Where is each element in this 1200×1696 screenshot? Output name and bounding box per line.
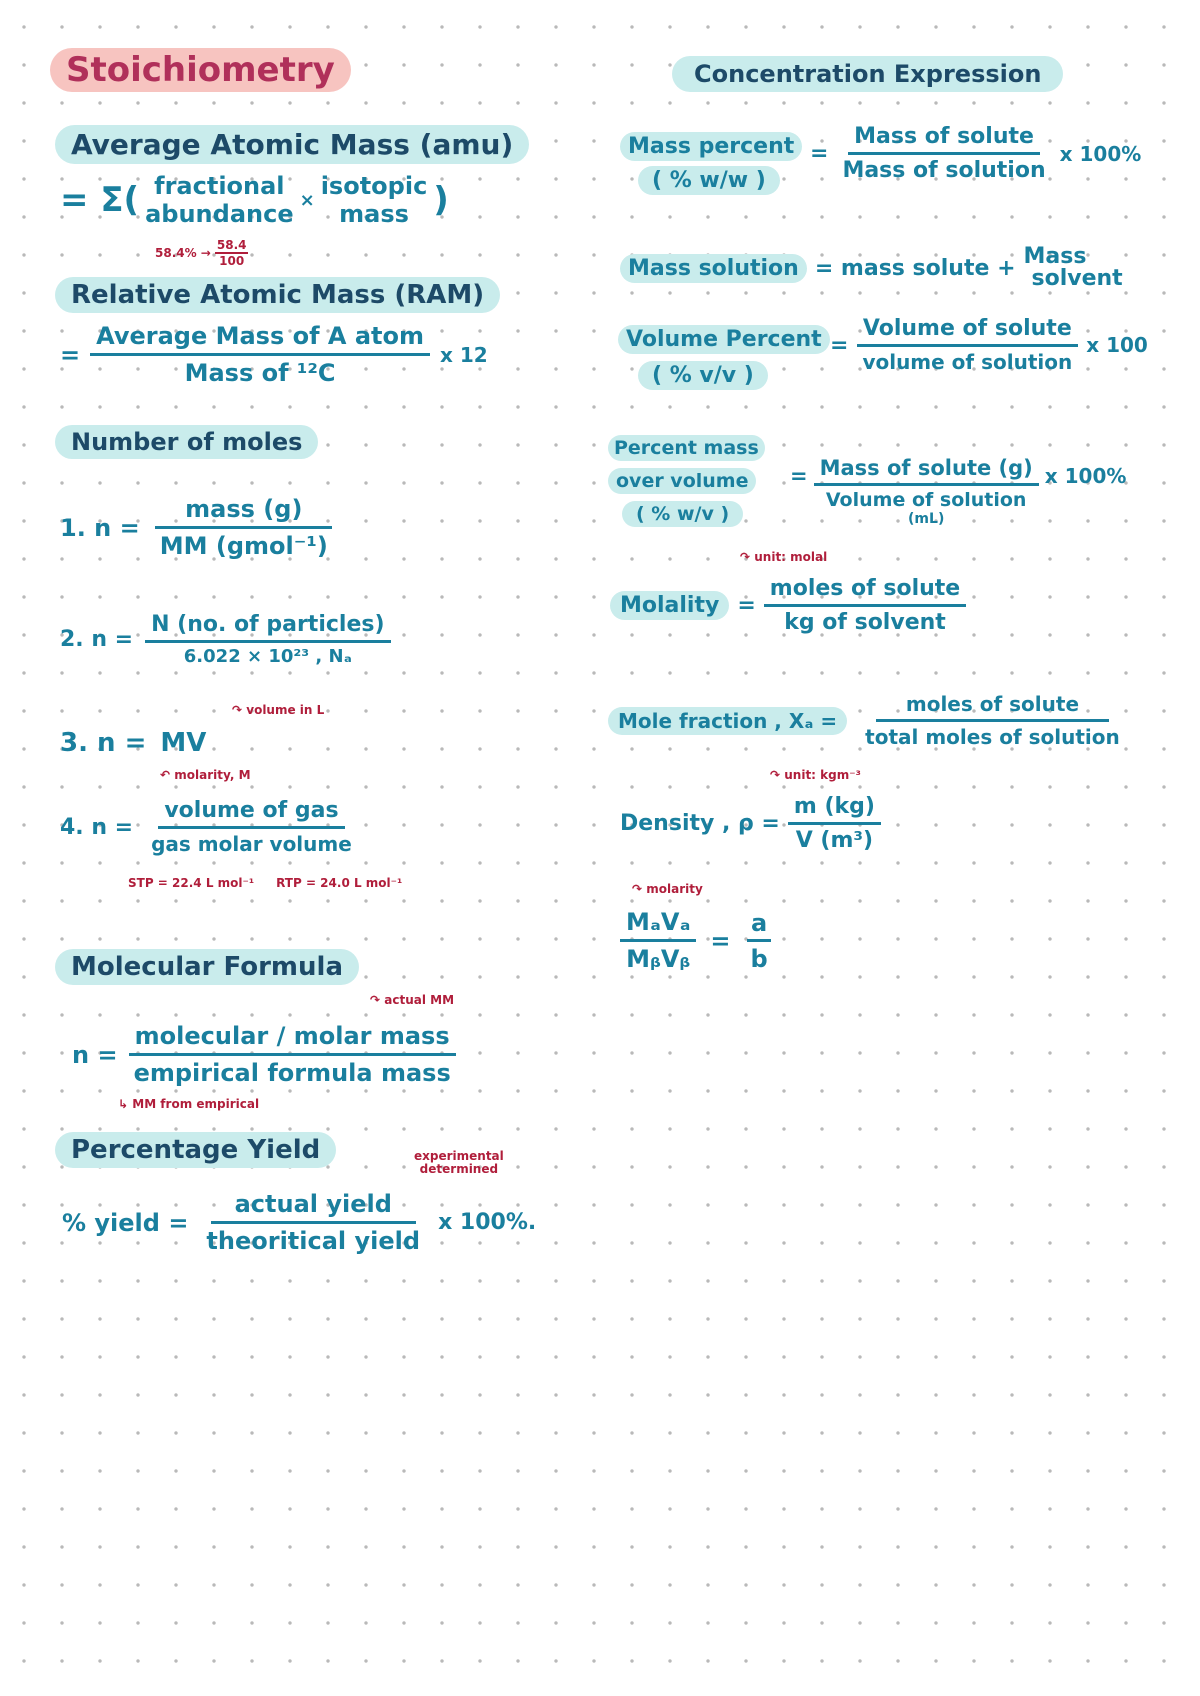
mass-percent-label: Mass percent ( % w/w ) (620, 130, 802, 198)
volume-note: ↷ volume in L (232, 703, 325, 717)
sigma-prefix: = Σ( (60, 180, 140, 220)
mass-percent-formula: = $\frac{\text{Mass of solute}}{\text{Mass of solution}}$ x 100% (810, 124, 1142, 183)
molecular-formula-eq: n = $\frac{\text{molecular / molar mass}}{\text{empirical formula mass}}$ (72, 1022, 457, 1087)
density-formula: Density , ρ = $\frac{m (kg)}{\text{V (m³)}}$ (620, 794, 881, 853)
density-unit-note: ↷ unit: kgm⁻³ (770, 768, 861, 782)
ram-formula: = $\frac{\text{Average Mass of A atom}}{\text{Mass of ¹²C}}$ x 12 (60, 322, 488, 387)
curved-arrow-icon: ↷ (370, 993, 381, 1007)
curved-arrow-icon: ↷ (740, 550, 751, 564)
moles-formula-3: 3. n = MV (60, 728, 207, 758)
dilution-formula: $\frac{\text{MₐVₐ}}{\text{MᵦVᵦ}}$ = $\frac{a}{b}$ (620, 908, 774, 973)
moles-formula-2: 2. n = $\frac{\text{N (no. of particles)}}{\text{6.022 × 10²³ , Nₐ}}$ (60, 612, 391, 667)
curved-arrow-icon: ↷ (232, 703, 243, 717)
percent-mv-label: Percent mass over volume ( % w/v ) (608, 432, 765, 531)
moles-heading: Number of moles (55, 428, 318, 456)
moles-formula-4: 4. n = $\frac{\text{volume of gas}}{\text{gas molar volume}}$ (60, 798, 352, 856)
molality-formula: Molality = $\frac{\text{moles of solute}}{\text{kg of solvent}}$ (610, 576, 966, 635)
percentage-yield-eq: % yield = $\frac{\text{actual yield}}{\text{theoritical yield}}$ x 100%. (62, 1190, 537, 1255)
curved-arrow-icon: ↷ (632, 882, 643, 896)
dilution-molarity-note: ↷ molarity (632, 882, 703, 896)
molality-unit-note: ↷ unit: molal (740, 550, 828, 564)
stp-rtp-note: STP = 22.4 L mol⁻¹ RTP = 24.0 L mol⁻¹ (128, 876, 403, 890)
actual-mm-note: ↷ actual MM (370, 993, 455, 1007)
volume-percent-formula: = $\frac{\text{Volume of solute}}{\text{volume of solution}}$ x 100 (830, 316, 1148, 374)
ram-heading: Relative Atomic Mass (RAM) (55, 280, 500, 310)
avg-atomic-mass-formula: = Σ( fractional abundance × isotopic mass ) (60, 172, 449, 228)
molecular-formula-heading: Molecular Formula (55, 952, 359, 982)
moles-formula-1: 1. n = $\frac{\text{mass (g)}}{\text{MM (gmol⁻¹)}}$ (60, 495, 334, 560)
isotopic-mass: isotopic mass (320, 172, 428, 228)
curved-arrow-icon: ↷ (770, 768, 781, 782)
mass-solution-formula: Mass solution = mass solute + Mass solvent (620, 246, 1123, 290)
mole-fraction-formula: Mole fraction , Xₐ = $\frac{\text{moles of solute}}{\text{total moles of solution}}$ (608, 692, 1126, 749)
molarity-note: ↶ molarity, M (160, 768, 251, 782)
experimental-note: experimental determined (414, 1149, 504, 1176)
avg-atomic-mass-heading: Average Atomic Mass (amu) (55, 128, 529, 161)
abundance-note: 58.4% → $\frac{58.4}{100}$ (155, 238, 247, 268)
volume-percent-label: Volume Percent ( % v/v ) (618, 322, 830, 394)
concentration-heading: Concentration Expression (672, 60, 1063, 88)
curved-arrow-icon: ↳ (118, 1097, 129, 1111)
percent-mv-formula: = Mass of solute (g) Volume of solution (mL) x 100% (790, 456, 1127, 527)
curved-arrow-icon: ↶ (160, 768, 171, 782)
page-title: Stoichiometry (50, 50, 351, 90)
percentage-yield-heading: Percentage Yield (55, 1135, 336, 1165)
empirical-mm-note: ↳ MM from empirical (118, 1097, 260, 1111)
fractional-abundance: fractional abundance (145, 172, 294, 228)
